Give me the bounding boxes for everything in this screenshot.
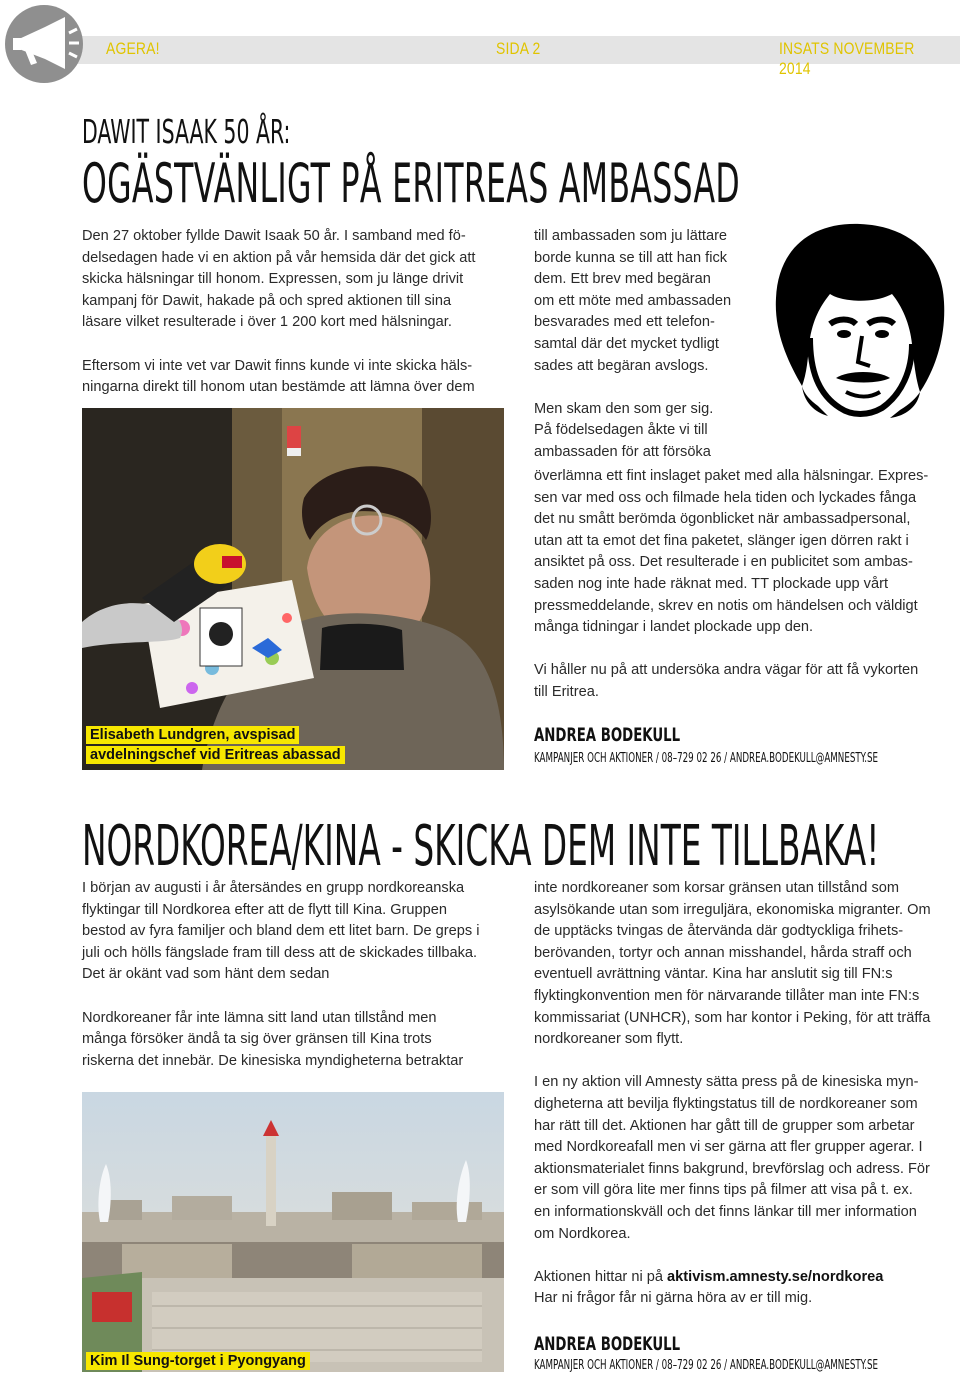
text-line: digheterna att bevilja flyktingstatus till de nordkoreaner som (534, 1095, 918, 1112)
dawit-isaak-portrait-icon (770, 220, 950, 420)
text-line: till Eritrea. (534, 683, 599, 700)
text-line: läsare vilket resulterade i över 1 200 kort med hälsningar. (82, 314, 452, 331)
text-line: eventuell avrättning väntar. Kina har anslutit sig till FN:s (534, 966, 893, 983)
text-line: saden nog inte hade räknat med. TT plockade upp vårt (534, 575, 888, 592)
paragraph-gap (82, 334, 512, 356)
text-line: Vi håller nu på att undersöka andra vägar för att få vykorten (534, 662, 919, 679)
text-line: om ett möte med ambassaden (534, 292, 732, 309)
text-line: nordkoreaner som flytt. (534, 1031, 684, 1048)
photo-caption: Kim Il Sung-torget i Pyongyang (86, 1352, 310, 1370)
text-line: besvarades med ett telefon- (534, 314, 715, 331)
photo-caption-line1: Elisabeth Lundgren, avspisad (86, 726, 299, 744)
text-line: I en ny aktion vill Amnesty sätta press på de kinesiska myn- (534, 1074, 919, 1091)
page-number: SIDA 2 (496, 39, 541, 58)
text-line: inte nordkoreaner som korsar gränsen utan tillstånd som (534, 880, 900, 896)
text-line: delsedagen hade vi en aktion på vår hemsida där det gick att (82, 249, 476, 266)
action-link[interactable]: aktivism.amnesty.se/nordkorea (667, 1268, 884, 1285)
questions-line: Har ni frågor får ni gärna höra av er till mig. (534, 1290, 813, 1307)
text-line: kampanj för Dawit, hakade på och spred aktionen till sina (82, 292, 452, 309)
text-line: många försöker ändå ta sig över gränsen till Kina trots (82, 1031, 432, 1048)
text-line: berövanden, tortyr och annan misshandel, hårda straff och (534, 944, 912, 961)
text-line: flyktingar till Nordkorea efter att de flytt till Kina. Gruppen (82, 901, 448, 918)
text-line: ambassaden för att försöka (534, 443, 711, 460)
paragraph-gap (82, 986, 512, 1008)
text-line: har rätt till det. Aktionen har gått till de grupper som arbetar (534, 1117, 915, 1134)
article2-right-column (534, 878, 958, 1310)
text-line: om Nordkorea. (534, 1225, 631, 1242)
text-line: På födelsedagen åkte vi till (534, 422, 708, 439)
article1-contact: KAMPANJER OCH AKTIONER / 08–729 02 26 / ANDREA.BODEKULL@AMNESTY.SE (534, 751, 879, 766)
article1-kicker: DAWIT ISAAK 50 ÅR: (82, 112, 291, 151)
text-line: riskerna det innebär. De kinesiska myndigheterna betraktar (82, 1052, 464, 1069)
text-line: utan att ta emot det fina paketet, slänger igen dörren rakt i (534, 532, 909, 549)
article2-byline: ANDREA BODEKULL (534, 1333, 681, 1355)
text-line: Men skam den som ger sig. (534, 400, 714, 417)
text-line: flyktingkonvention men för närvarande tillåter man inte FN:s (534, 987, 920, 1004)
text-line: ningarna direkt till honom utan bestämde att lämna över dem (82, 379, 475, 396)
paragraph-gap (534, 377, 774, 399)
photo-caption-line2: avdelningschef vid Eritreas abassad (86, 746, 345, 764)
article1-byline: ANDREA BODEKULL (534, 724, 681, 746)
text-line: med Nordkoreafall men vi ser gärna att fler grupper agerar. I (534, 1139, 923, 1156)
text-line: ansiktet på oss. Det resulterade i en publicitet som ambas- (534, 554, 913, 571)
paragraph-gap (534, 1245, 958, 1267)
text-line: till ambassaden som ju lättare (534, 228, 728, 244)
text-line: Eftersom vi inte vet var Dawit finns kunde vi inte skicka häls- (82, 357, 473, 374)
text-line: kommissariat (UNHCR), som har kontor i Peking, för att träffa (534, 1009, 931, 1026)
text-line: borde kunna se till att han fick (534, 249, 728, 266)
article2-headline: NORDKOREA/KINA - SKICKA DEM INTE TILLBAKA! (82, 814, 880, 879)
article2-contact: KAMPANJER OCH AKTIONER / 08–729 02 26 / ANDREA.BODEKULL@AMNESTY.SE (534, 1358, 879, 1373)
text-line: Det är okänt vad som hänt dem sedan (82, 966, 330, 983)
section-label: AGERA! (106, 39, 160, 58)
action-prefix: Aktionen hittar ni på (534, 1268, 668, 1285)
article1-right-narrow-column (534, 226, 774, 464)
embassy-photo (82, 408, 504, 770)
paragraph-gap (534, 1051, 958, 1073)
text-line: överlämna ett fint inslaget paket med alla hälsningar. Expres- (534, 468, 929, 484)
pyongyang-square-image (82, 1092, 504, 1372)
action-line (534, 1267, 958, 1289)
article1-headline: OGÄSTVÄNLIGT PÅ ERITREAS AMBASSAD (82, 152, 741, 215)
text-line: de upptäcks tvingas de återvända där godtyckliga frihets- (534, 923, 904, 940)
text-line: asylsökande utan som irreguljära, ekonomiska migranter. Om (534, 901, 931, 918)
article1-left-column (82, 226, 512, 399)
text-line: det nu smått berömda ögonblicket när ambassadpersonal, (534, 511, 911, 528)
text-line: er som vill göra lite mer finns tips på filmer att visa på t. ex. (534, 1182, 913, 1199)
text-line: aktionsmaterialet finns bakgrund, brevförslag och adress. För (534, 1160, 930, 1177)
article2-left-column (82, 878, 512, 1072)
text-line: pressmeddelande, skrev en notis om händelsen och väldigt (534, 597, 918, 614)
text-line: skicka hälsningar till honom. Expressen, som ju länge drivit (82, 271, 464, 288)
text-line: sades att begäran avslogs. (534, 357, 709, 374)
paragraph-gap (534, 639, 954, 661)
text-line: bestod av fyra familjer och bland dem ett litet barn. De greps i (82, 923, 480, 940)
kim-il-sung-square-photo (82, 1092, 504, 1372)
article1-right-wide-column (534, 466, 954, 704)
text-line: dem. Ett brev med begäran (534, 271, 711, 288)
text-line: I början av augusti i år återsändes en grupp nordkoreanska (82, 880, 465, 896)
text-line: sen var med oss och filmade hela tiden och lyckades fånga (534, 489, 917, 506)
woman-with-gift-image (82, 408, 504, 770)
text-line: många tidningar i landet plockade upp den. (534, 619, 814, 636)
logo-badge (5, 5, 83, 83)
issue-label: INSATS NOVEMBER 2014 (779, 39, 915, 78)
text-line: samtal där det mycket tydligt (534, 335, 719, 352)
megaphone-icon (5, 5, 83, 83)
text-line: Den 27 oktober fyllde Dawit Isaak 50 år. I samband med fö- (82, 228, 466, 244)
text-line: en informationskväll och det finns länkar till mer information (534, 1203, 917, 1220)
text-line: juli och hölls fängslade fram till dess att de skickades tillbaka. (82, 944, 478, 961)
text-line: Nordkoreaner får inte lämna sitt land utan tillstånd men (82, 1009, 437, 1026)
